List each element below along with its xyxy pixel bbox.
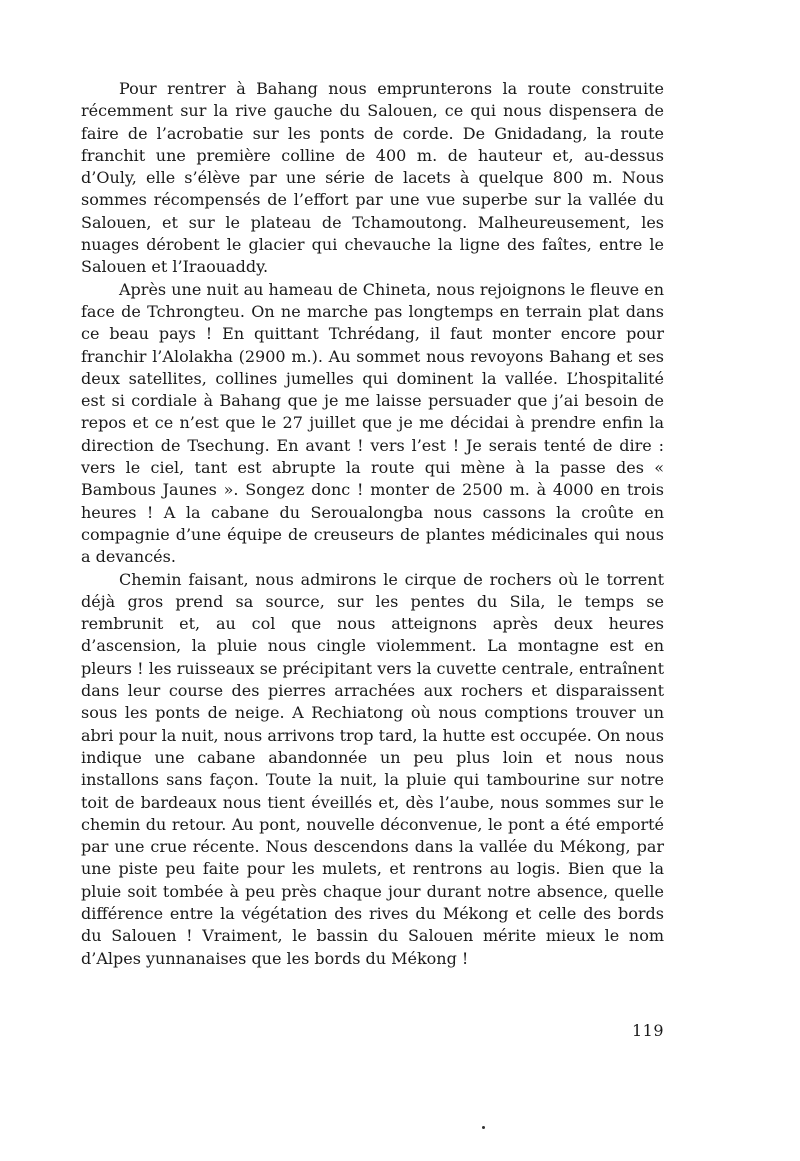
body-text: [81, 78, 664, 970]
paragraph-2: Après une nuit au hameau de Chineta, nous rejoignons le fleuve en face de Tchrongteu. On ne marche pas longtemps en terrain plat dans ce beau pays ! En quittant Tchrédang, il faut monter encore pour franchir l’Alolakha (2900 m.). Au sommet nous revoyons Bahang et ses deux satellites, collines jumelles qui dominent la vallée. L’hospitalité est si cordiale à Bahang que je me laisse persuader que j’ai besoin de repos et ce n’est que le 27 juillet que je me décidai à prendre enfin la direction de Tsechung. En avant ! vers l’est ! Je serais tenté de dire : vers le ciel, tant est abrupte la route qui mène à la passe des « Bambous Jaunes ». Songez donc ! monter de 2500 m. à 4000 en trois heures ! A la cabane du Seroualongba nous cassons la croûte en compagnie d’une équipe de creuseurs de plantes médicinales qui nous a devancés.: [81, 279, 664, 567]
paragraph-1: Pour rentrer à Bahang nous emprunterons la route construite récemment sur la rive gauche du Salouen, ce qui nous dispensera de faire de l’acrobatie sur les ponts de corde. De Gnidadang, la route franchit une première colline de 400 m. de hauteur et, au-dessus d’Ouly, elle s’élève par une série de lacets à quelque 800 m. Nous sommes récompensés de l’effort par une vue superbe sur la vallée du Salouen, et sur le plateau de Tchamoutong. Malheureusement, les nuages dérobent le glacier qui chevauche la ligne des faîtes, entre le Salouen et l’Iraouaddy.: [81, 79, 664, 277]
page-number: 119: [632, 1021, 665, 1040]
paragraph-3: Chemin faisant, nous admirons le cirque de rochers où le torrent déjà gros prend sa source, sur les pentes du Sila, le temps se rembrunit et, au col que nous atteignons après deux heures d’ascension, la pluie nous cingle violemment. La montagne est en pleurs ! les ruisseaux se précipitant vers la cuvette centrale, entraînent dans leur course des pierres arrachées aux rochers et disparaissent sous les ponts de neige. A Rechiatong où nous comptions trouver un abri pour la nuit, nous arrivons trop tard, la hutte est occupée. On nous indique une cabane abandonnée un peu plus loin et nous nous installons sans façon. Toute la nuit, la pluie qui tambourine sur notre toit de bardeaux nous tient éveillés et, dès l’aube, nous sommes sur le chemin du retour. Au pont, nouvelle déconvenue, le pont a été emporté par une crue récente. Nous descendons dans la vallée du Mékong, par une piste peu faite pour les mulets, et rentrons au logis. Bien que la pluie soit tombée à peu près chaque jour durant notre absence, quelle différence entre la végétation des rives du Mékong et celle des bords du Salouen ! Vraiment, le bassin du Salouen mérite mieux le nom d’Alpes yunnanaises que les bords du Mékong !: [81, 569, 664, 968]
print-speck: [482, 1126, 485, 1129]
